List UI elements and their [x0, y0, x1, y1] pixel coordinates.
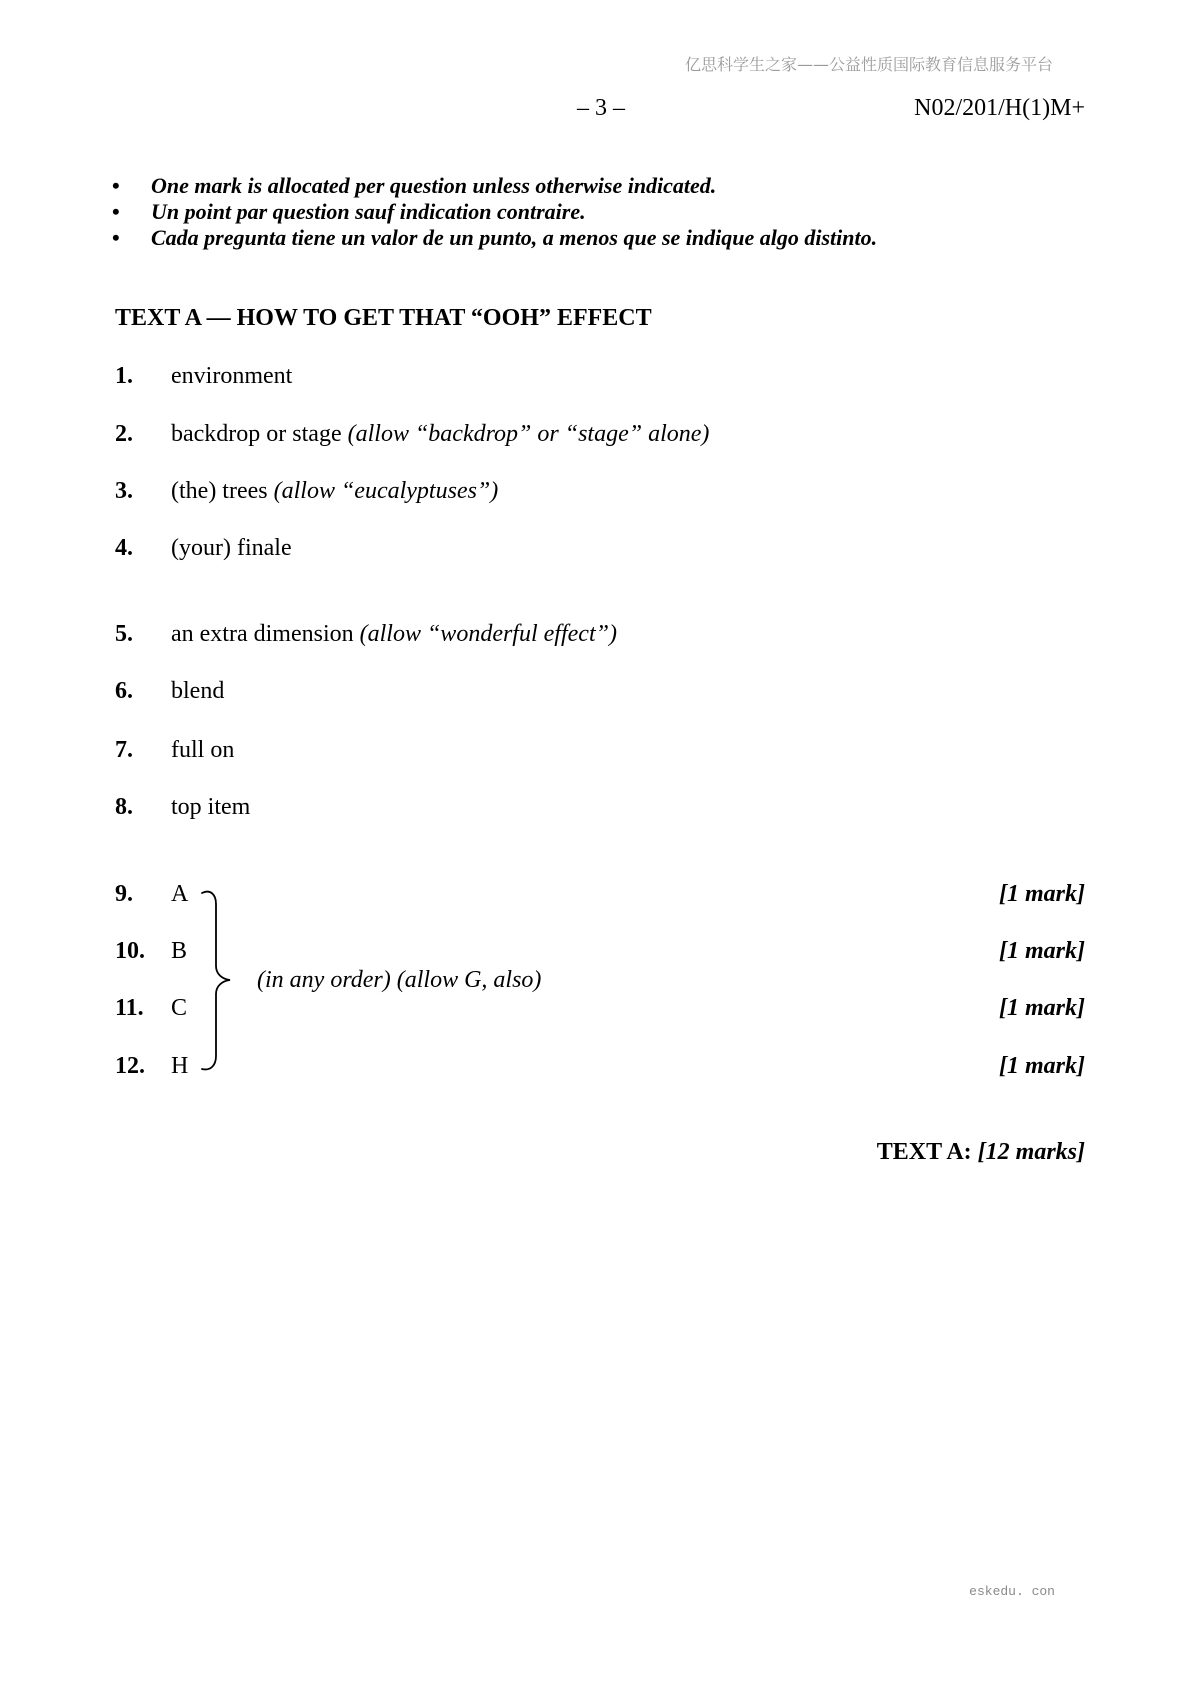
- answer-row: [115, 534, 292, 562]
- question-number: 1.: [115, 363, 133, 389]
- answer-note: (allow “wonderful effect”): [359, 621, 617, 647]
- question-number: 3.: [115, 478, 133, 504]
- answer-text: C: [171, 995, 188, 1021]
- instruction-item: [112, 225, 877, 251]
- total-label: TEXT A:: [876, 1139, 972, 1165]
- watermark-header: 亿思科学生之家——公益性质国际教育信息服务平台: [684, 55, 1053, 74]
- instruction-text: One mark is allocated per question unless otherwise indicated.: [151, 173, 717, 198]
- bullet-icon: [112, 199, 151, 225]
- answer-note: (allow “eucalyptuses”): [273, 478, 499, 504]
- curly-brace-icon: [198, 886, 234, 1076]
- answer-text: A: [171, 881, 189, 907]
- instruction-text: Un point par question sauf indication contraire.: [151, 199, 586, 224]
- question-number: 5.: [115, 621, 133, 647]
- page-number: – 3 –: [577, 95, 625, 121]
- question-number: 2.: [115, 421, 133, 447]
- question-number: 12.: [115, 1053, 145, 1079]
- answer-row: [115, 477, 498, 505]
- answer-text: (the) trees: [171, 478, 268, 504]
- instruction-text: Cada pregunta tiene un valor de un punto, a menos que se indique algo distinto.: [151, 225, 878, 250]
- question-number: 4.: [115, 535, 133, 561]
- document-code: N02/201/H(1)M+: [914, 95, 1085, 121]
- answer-text: top item: [171, 794, 251, 820]
- section-total: [877, 1138, 1085, 1166]
- section-title: TEXT A — HOW TO GET THAT “OOH” EFFECT: [115, 305, 652, 331]
- answer-row: [115, 620, 617, 648]
- question-number: 7.: [115, 737, 133, 763]
- grouped-answer-row: [115, 880, 188, 908]
- question-number: 6.: [115, 678, 133, 704]
- mark-allocation: [1 mark]: [999, 995, 1085, 1021]
- answer-row: [115, 362, 292, 390]
- answer-text: full on: [171, 737, 235, 763]
- question-number: 8.: [115, 794, 133, 820]
- answer-note: (allow “backdrop” or “stage” alone): [347, 421, 710, 447]
- answer-row: [115, 677, 224, 705]
- grouped-answer-row: [115, 937, 187, 965]
- grouped-answers-note: (in any order) (allow G, also): [257, 967, 542, 993]
- answer-text: blend: [171, 678, 225, 704]
- question-number: 11.: [115, 995, 144, 1021]
- instruction-item: [112, 173, 716, 199]
- answer-text: an extra dimension: [171, 621, 354, 647]
- bullet-icon: [112, 225, 151, 251]
- question-number: 10.: [115, 938, 145, 964]
- footer-watermark: eskedu. con: [969, 1584, 1055, 1599]
- mark-allocation: [1 mark]: [999, 1053, 1085, 1079]
- instruction-item: [112, 199, 586, 225]
- bullet-icon: [112, 173, 151, 199]
- answer-row: [115, 793, 250, 821]
- answer-text: B: [171, 938, 188, 964]
- mark-allocation: [1 mark]: [999, 938, 1085, 964]
- mark-allocation: [1 mark]: [999, 881, 1085, 907]
- answer-row: [115, 736, 234, 764]
- answer-row: [115, 420, 709, 448]
- question-number: 9.: [115, 881, 133, 907]
- answer-text: (your) finale: [171, 535, 292, 561]
- answer-text: H: [171, 1053, 189, 1079]
- answer-text: environment: [171, 363, 293, 389]
- grouped-answer-row: [115, 1052, 188, 1080]
- total-marks: [12 marks]: [977, 1139, 1085, 1165]
- answer-text: backdrop or stage: [171, 421, 342, 447]
- grouped-answer-row: [115, 994, 187, 1022]
